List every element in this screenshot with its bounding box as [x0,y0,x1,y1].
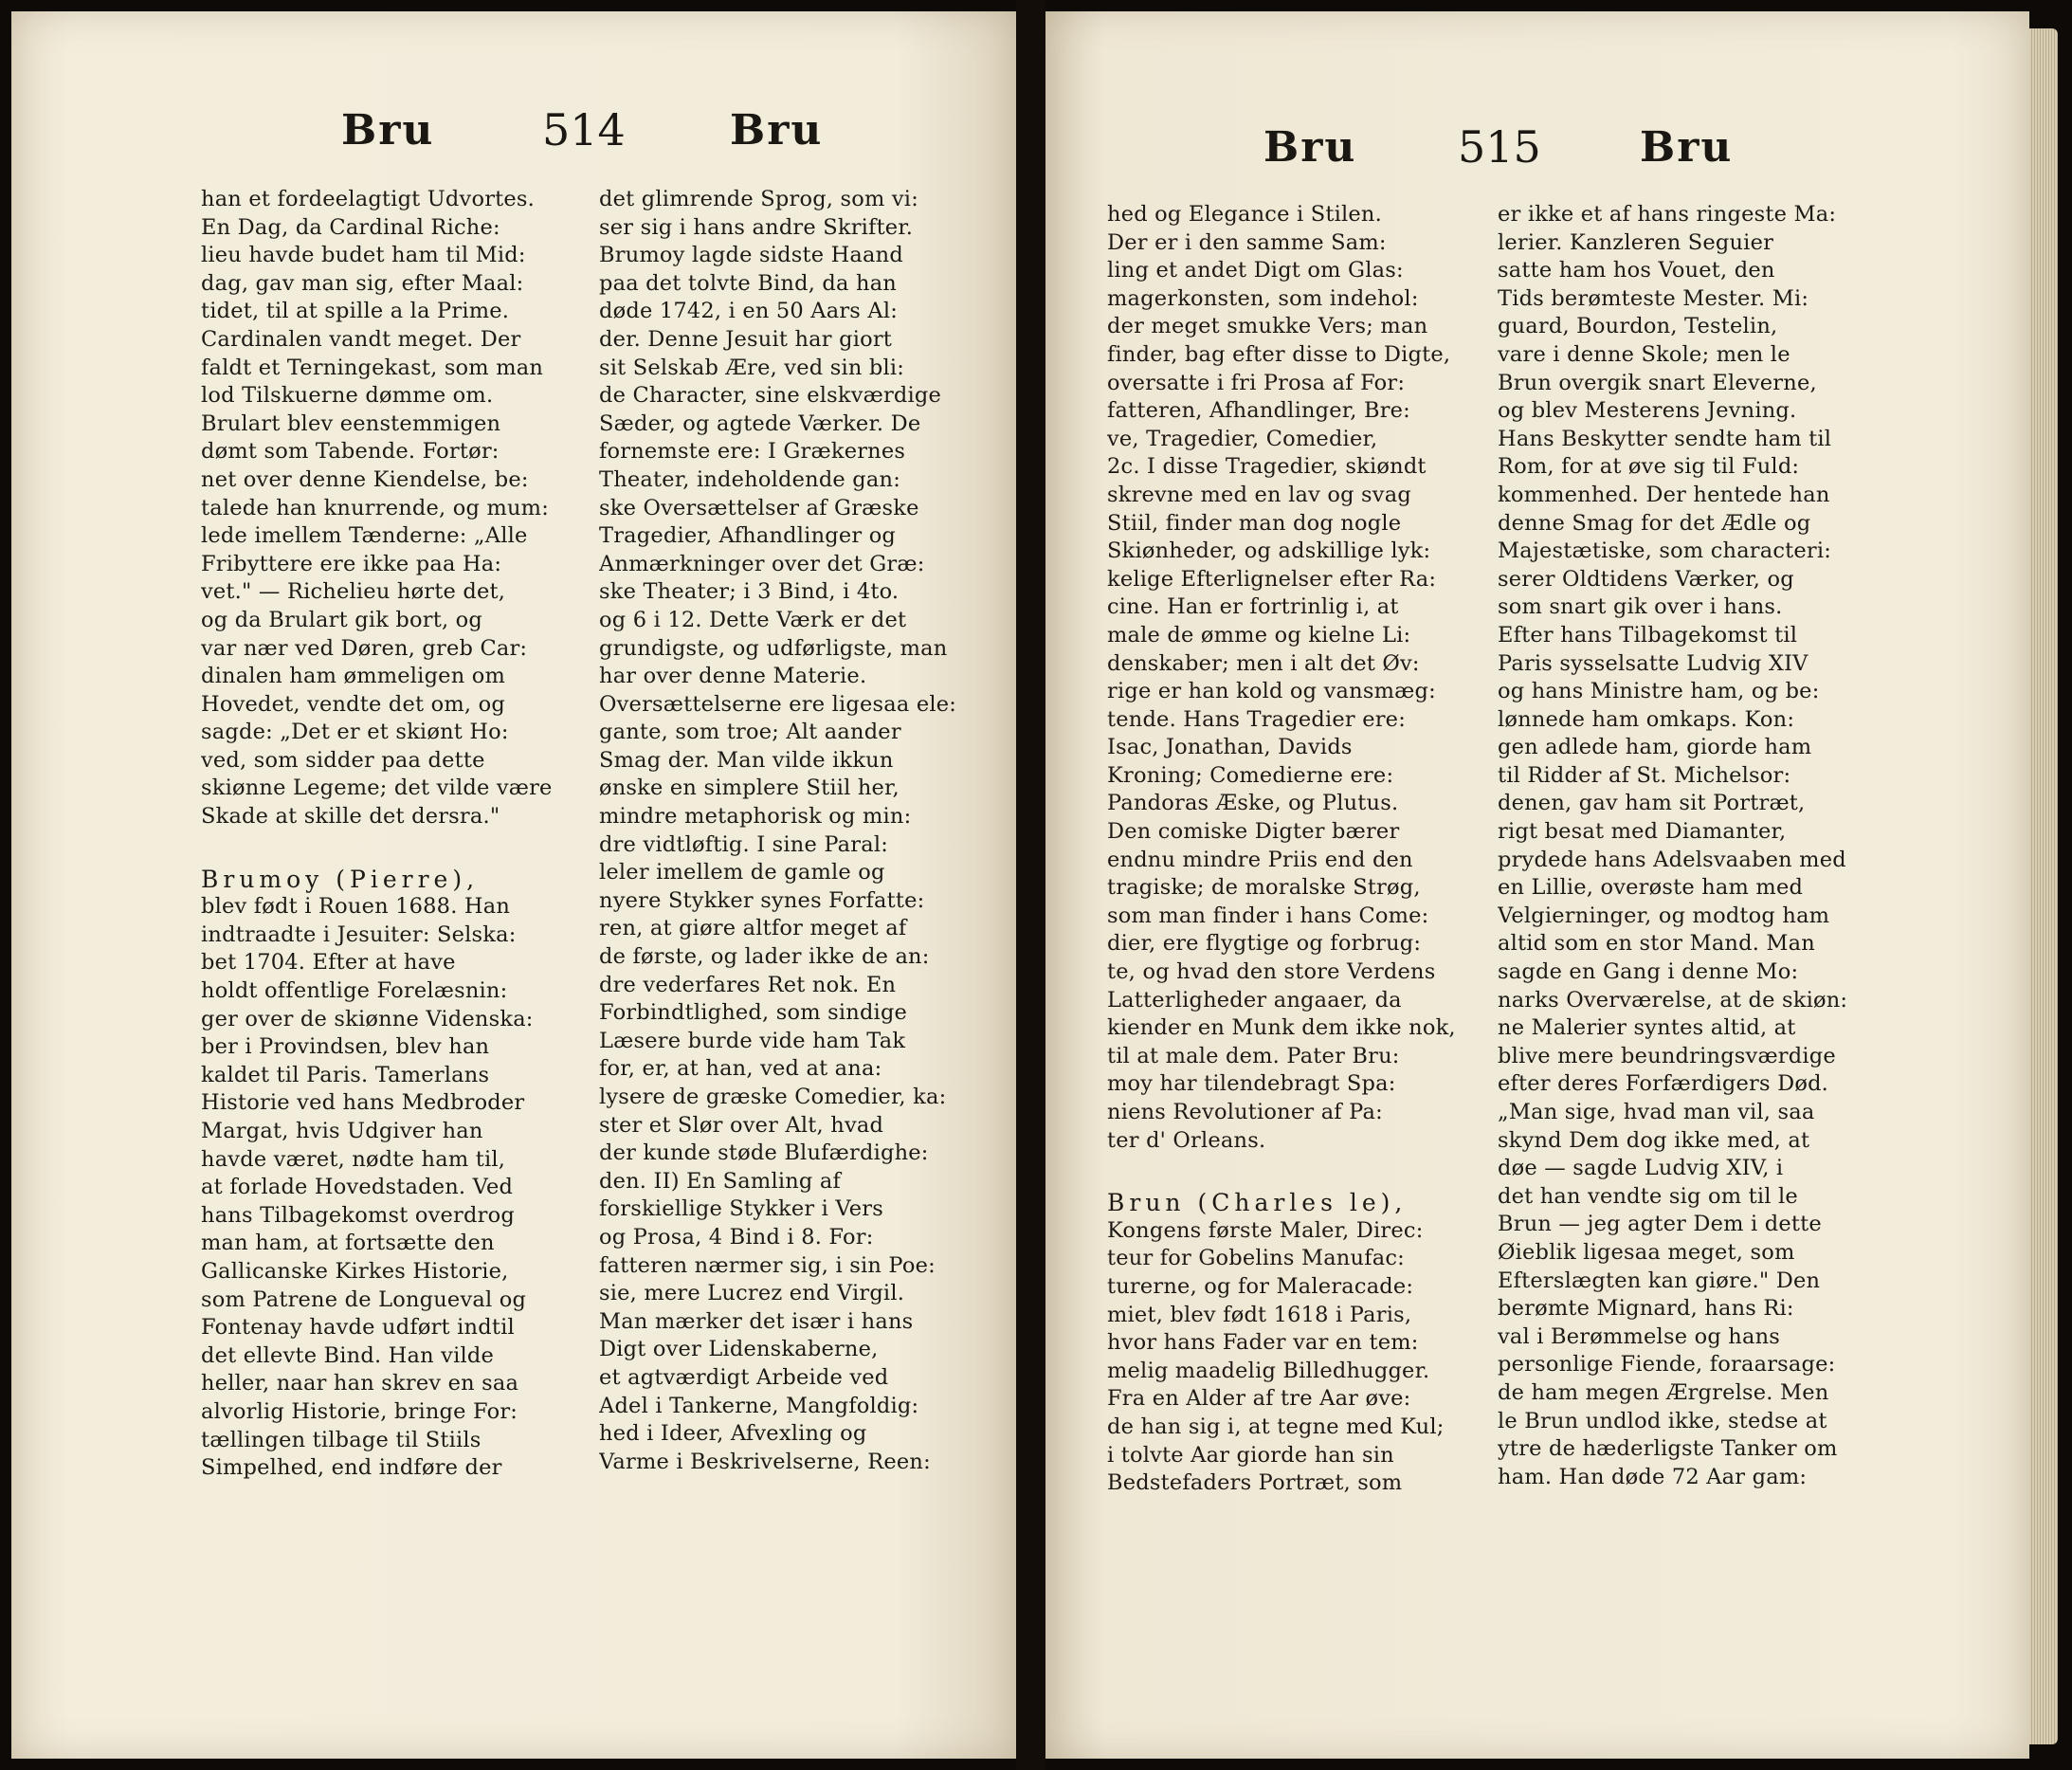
text-line: der kunde støde Blufærdighe: [599,1140,929,1166]
text-line: kaldet til Paris. Tamerlans [201,1062,490,1087]
text-line: som snart gik over i hans. [1498,594,1783,620]
text-line: Digt over Lidenskaberne, [599,1337,879,1362]
left-running-head-right: Bru [730,106,824,155]
text-line: heller, naar han skrev en saa [201,1371,519,1396]
text-line: hed og Elegance i Stilen. [1107,202,1382,227]
text-line: hed i Ideer, Afvexling og [599,1421,867,1447]
left-running-head-left: Bru [341,106,435,155]
text-line: et agtværdigt Arbeide ved [599,1364,889,1390]
text-line: lieu havde budet ham til Mid: [201,243,526,268]
text-line: dinalen ham ømmeligen om [201,664,506,689]
text-line: dre vidtløftig. I sine Paral: [599,831,889,857]
text-line: de ham megen Ærgrelse. Men [1498,1379,1829,1405]
text-line: Brun — jeg agter Dem i dette [1498,1212,1822,1237]
text-line: kommenhed. Der hentede han [1498,482,1830,507]
text-line: havde været, nødte ham til, [201,1146,506,1172]
text-line: Hans Beskytter sendte ham til [1498,426,1832,451]
text-line: Cardinalen vandt meget. Der [201,326,521,352]
text-line: en Lillie, overøste ham med [1498,875,1804,901]
text-line: Stiil, finder man dog nogle [1107,510,1402,536]
text-line: Majestætiske, som characteri: [1498,538,1832,564]
text-line: Latterligheder angaaer, da [1107,987,1402,1013]
text-line: Sæder, og agtede Værker. De [599,411,921,436]
text-line: ne Malerier syntes altid, at [1498,1015,1796,1041]
text-line: En Dag, da Cardinal Riche: [201,214,500,240]
text-line: Anmærkninger over det Græ: [599,551,925,576]
text-line: denen, gav ham sit Portræt, [1498,791,1806,816]
text-line: melig maadelig Billedhugger. [1107,1358,1430,1383]
text-line: satte ham hos Vouet, den [1498,258,1775,283]
text-line: der meget smukke Vers; man [1107,314,1428,339]
text-line: turerne, og for Maleracade: [1107,1273,1414,1299]
text-line: te, og hvad den store Verdens [1107,959,1436,985]
text-line: fornemste ere: I Grækernes [599,439,906,465]
text-line: Forbindtlighed, som sindige [599,1000,908,1026]
right-page-column-1 [1107,201,1471,1498]
page-fore-edge [2029,28,2058,1744]
text-line: 2c. I disse Tragedier, skiøndt [1107,454,1427,480]
text-line: og hans Ministre ham, og be: [1498,679,1820,704]
text-line: gante, som troe; Alt aander [599,720,901,745]
text-line: cine. Han er fortrinlig i, at [1107,594,1399,620]
text-line: Der er i den samme Sam: [1107,229,1387,255]
text-line: og blev Mesterens Jevning. [1498,398,1797,424]
text-line: er ikke et af hans ringeste Ma: [1498,202,1837,227]
text-line: ve, Tragedier, Comedier, [1107,426,1378,451]
text-line: hvor hans Fader var en tem: [1107,1330,1419,1356]
left-page-column-1 [201,186,576,1483]
text-line: som man finder i hans Come: [1107,903,1429,928]
text-line: Simpelhed, end indføre der [201,1455,502,1481]
text-line: bet 1704. Efter at have [201,950,456,976]
text-line: ser sig i hans andre Skrifter. [599,214,914,240]
text-line: sie, mere Lucrez end Virgil. [599,1281,905,1306]
text-line: ønske en simplere Stiil her, [599,776,900,801]
entry-separator [1107,1155,1471,1189]
text-line: hans Tilbagekomst overdrog [201,1202,515,1228]
text-line: forskiellige Stykker i Vers [599,1196,883,1222]
text-line: skiønne Legeme; det vilde være [201,776,553,801]
text-line: ske Theater; i 3 Bind, i 4to. [599,579,900,605]
text-line: Skade at skille det dersra." [201,804,500,830]
text-line: teur for Gobelins Manufac: [1107,1246,1405,1271]
entry-headword-line: Brun (Charles le), [1107,1189,1408,1217]
text-line: som Patrene de Longueval og [201,1286,527,1312]
text-line: tællingen tilbage til Stiils [201,1427,482,1452]
text-line: miet, blev født 1618 i Paris, [1107,1302,1412,1327]
text-line: for, er, at han, ved at ana: [599,1056,882,1082]
text-line: Efter hans Tilbagekomst til [1498,622,1798,648]
text-line: Hovedet, vendte det om, og [201,691,505,717]
text-line: de første, og lader ikke de an: [599,944,930,970]
text-line: dømt som Tabende. Fortør: [201,439,500,465]
text-line: dre vederfares Ret nok. En [599,972,897,997]
text-line: oversatte i fri Prosa af For: [1107,370,1406,395]
left-page-number: 514 [542,104,626,155]
text-line: lysere de græske Comedier, ka: [599,1085,947,1109]
text-line: kiender en Munk dem ikke nok, [1107,1015,1456,1041]
text-line: leler imellem de gamle og [599,860,885,885]
text-line: moy har tilendebragt Spa: [1107,1071,1396,1097]
text-line: male de ømme og kielne Li: [1107,622,1411,648]
text-line: ske Oversættelser af Græske [599,495,919,520]
text-line: ster et Slør over Alt, hvad [599,1112,884,1138]
text-line: Efterslægten kan giøre." Den [1498,1268,1821,1293]
text-line: Historie ved hans Medbroder [201,1090,525,1116]
text-line: le Brun undlod ikke, stedse at [1498,1408,1827,1433]
text-line: alvorlig Historie, bringe For: [201,1398,518,1424]
text-line: faldt et Terningekast, som man [201,355,544,380]
text-line: guard, Bourdon, Testelin, [1498,314,1778,339]
text-line: til Ridder af St. Michelsor: [1498,762,1791,788]
text-line: rigt besat med Diamanter, [1498,819,1787,845]
text-line: fatteren nærmer sig, i sin Poe: [599,1252,936,1278]
text-line: Tragedier, Afhandlinger og [599,523,897,549]
text-line: Margat, hvis Udgiver han [201,1119,483,1143]
left-page-column-2 [599,186,978,1476]
text-line: Gallicanske Kirkes Historie, [201,1258,509,1284]
text-line: Tids berømteste Mester. Mi: [1498,285,1809,311]
entry-headword-line: Brumoy (Pierre), [201,865,480,893]
text-line: Rom, for at øve sig til Fuld: [1498,454,1800,480]
text-line: lerier. Kanzleren Seguier [1498,229,1774,255]
text-line: grundigste, og udførligste, man [599,635,948,661]
text-line: det glimrende Sprog, som vi: [599,187,918,211]
text-line: Øieblik ligesaa meget, som [1498,1239,1795,1265]
text-line: talede han knurrende, og mum: [201,495,549,520]
text-line: Brumoy lagde sidste Haand [599,243,903,268]
text-line: berømte Mignard, hans Ri: [1498,1296,1794,1322]
text-line: nyere Stykker synes Forfatte: [599,887,925,913]
text-line: ham. Han døde 72 Aar gam: [1498,1464,1808,1489]
text-line: Oversættelserne ere ligesaa ele: [599,691,957,717]
text-line: de han sig i, at tegne med Kul; [1107,1414,1445,1439]
text-line: at forlade Hovedstaden. Ved [201,1175,514,1200]
text-line: vare i denne Skole; men le [1498,341,1790,367]
text-line: vet." — Richelieu hørte det, [201,579,506,605]
right-running-head-right: Bru [1640,123,1734,172]
text-line: „Man sige, hvad man vil, saa [1498,1100,1815,1124]
text-line: Brun overgik snart Eleverne, [1498,370,1817,395]
text-line: narks Overværelse, at de skiøn: [1498,987,1848,1013]
text-line: altid som en stor Mand. Man [1498,931,1815,957]
text-line: det ellevte Bind. Han vilde [201,1342,494,1368]
text-line: niens Revolutioner af Pa: [1107,1100,1383,1124]
text-line: ling et andet Digt om Glas: [1107,258,1404,283]
text-line: Fribyttere ere ikke paa Ha: [201,551,502,576]
text-line: Pandoras Æske, og Plutus. [1107,791,1399,816]
text-line: dier, ere flygtige og forbrug: [1107,931,1422,957]
text-line: skynd Dem dog ikke med, at [1498,1127,1810,1153]
text-line: lede imellem Tænderne: „Alle [201,523,528,549]
text-line: Den comiske Digter bærer [1107,819,1400,845]
text-line: i tolvte Aar giorde han sin [1107,1442,1394,1468]
right-running-head-left: Bru [1263,123,1357,172]
text-line: ter d' Orleans. [1107,1127,1266,1153]
text-line: Skiønheder, og adskillige lyk: [1107,538,1431,564]
text-line: net over denne Kiendelse, be: [201,466,529,492]
text-line: og 6 i 12. Dette Værk er det [599,607,907,632]
text-line: Fontenay havde udført indtil [201,1315,515,1341]
text-line: ren, at giøre altfor meget af [599,916,907,941]
text-line: den. II) En Samling af [599,1168,842,1194]
text-line: ger over de skiønne Videnska: [201,1006,534,1031]
text-line: dag, gav man sig, efter Maal: [201,270,524,296]
entry-separator [201,831,576,866]
text-line: de Character, sine elskværdige [599,383,942,409]
text-line: blive mere beundringsværdige [1498,1043,1836,1068]
text-line: ved, som sidder paa dette [201,747,485,773]
text-line: denne Smag for det Ædle og [1498,510,1811,536]
text-line: val i Berømmelse og hans [1498,1323,1781,1349]
text-line: man ham, at fortsætte den [201,1231,495,1256]
text-line: Man mærker det især i hans [599,1308,914,1334]
text-line: Smag der. Man vilde ikkun [599,747,894,773]
text-line: døe — sagde Ludvig XIV, i [1498,1156,1784,1181]
text-line: ytre de hæderligste Tanker om [1498,1436,1838,1462]
text-line: Varme i Beskrivelserne, Reen: [599,1449,931,1474]
text-line: personlige Fiende, foraarsage: [1498,1352,1836,1378]
text-line: Velgierninger, og modtog ham [1498,903,1830,928]
right-page-column-2 [1498,201,1865,1491]
text-line: efter deres Forfærdigers Død. [1498,1071,1829,1097]
text-line: han et fordeelagtigt Udvortes. [201,187,536,211]
text-line: magerkonsten, som indehol: [1107,285,1419,311]
text-line: serer Oldtidens Værker, og [1498,566,1794,592]
text-line: lønnede ham omkaps. Kon: [1498,706,1795,732]
text-line: Fra en Alder af tre Aar øve: [1107,1386,1411,1412]
text-line: har over denne Materie. [599,664,867,689]
text-line: ber i Provindsen, blev han [201,1034,490,1060]
text-line: prydede hans Adelsvaaben med [1498,847,1846,872]
text-line: Kroning; Comedierne ere: [1107,762,1394,788]
text-line: indtraadte i Jesuiter: Selska: [201,921,517,947]
text-line: paa det tolvte Bind, da han [599,270,897,296]
text-line: var nær ved Døren, greb Car: [201,635,528,661]
text-line: der. Denne Jesuit har giort [599,326,893,352]
text-line: Paris sysselsatte Ludvig XIV [1498,650,1808,676]
text-line: døde 1742, i en 50 Aars Al: [599,299,899,324]
text-line: sagde en Gang i denne Mo: [1498,959,1799,985]
text-line: skrevne med en lav og svag [1107,482,1411,507]
text-line: og Prosa, 4 Bind i 8. For: [599,1224,874,1250]
text-line: finder, bag efter disse to Digte, [1107,341,1451,367]
text-line: tragiske; de moralske Strøg, [1107,875,1421,901]
text-line: gen adlede ham, giorde ham [1498,735,1812,760]
text-line: Bedstefaders Portræt, som [1107,1470,1403,1496]
book-gutter [1016,0,1045,1770]
text-line: Theater, indeholdende gan: [599,466,900,492]
text-line: blev født i Rouen 1688. Han [201,894,511,920]
text-line: det han vendte sig om til le [1498,1183,1798,1209]
text-line: endnu mindre Priis end den [1107,847,1413,872]
text-line: Læsere burde vide ham Tak [599,1028,906,1053]
text-line: til at male dem. Pater Bru: [1107,1043,1400,1068]
text-line: Kongens første Maler, Direc: [1107,1217,1424,1243]
text-line: kelige Efterlignelser efter Ra: [1107,566,1437,592]
text-line: sit Selskab Ære, ved sin bli: [599,355,905,380]
text-line: tidet, til at spille a la Prime. [201,299,510,324]
text-line: Adel i Tankerne, Mangfoldig: [599,1393,919,1418]
text-line: holdt offentlige Forelæsnin: [201,978,508,1004]
text-line: sagde: „Det er et skiønt Ho: [201,720,509,745]
text-line: fatteren, Afhandlinger, Bre: [1107,398,1410,424]
text-line: lod Tilskuerne dømme om. [201,383,494,409]
text-line: Brulart blev eenstemmigen [201,411,501,436]
text-line: tende. Hans Tragedier ere: [1107,706,1406,732]
text-line: mindre metaphorisk og min: [599,804,912,830]
text-line: og da Brulart gik bort, og [201,607,482,632]
text-line: denskaber; men i alt det Øv: [1107,650,1420,676]
text-line: Isac, Jonathan, Davids [1107,735,1353,760]
text-line: rige er han kold og vansmæg: [1107,679,1436,704]
right-page-number: 515 [1458,121,1541,173]
